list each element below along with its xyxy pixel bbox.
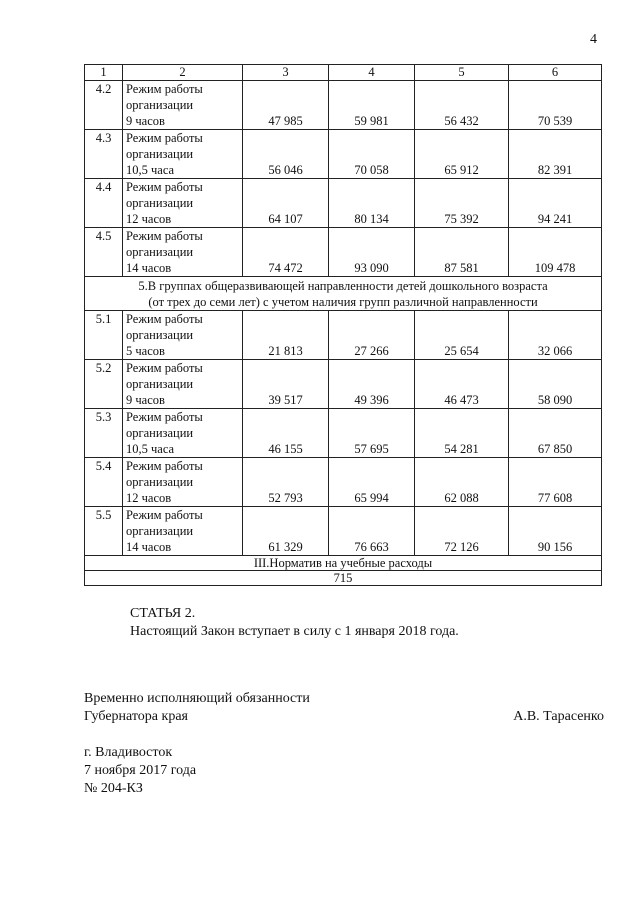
row-code: 4.2 <box>85 81 123 130</box>
row-value: 74 472 <box>243 228 329 277</box>
row-value: 49 396 <box>329 360 415 409</box>
row-value: 21 813 <box>243 311 329 360</box>
row-label-line: организации <box>126 377 194 391</box>
signer-name: А.В. Тарасенко <box>513 709 604 724</box>
row-code: 5.1 <box>85 311 123 360</box>
row-label <box>123 311 243 360</box>
table-row <box>85 179 602 228</box>
row-label <box>123 179 243 228</box>
section-5-heading-row <box>85 277 602 311</box>
row-value: 25 654 <box>415 311 509 360</box>
row-value: 70 539 <box>509 81 602 130</box>
normative-table <box>84 64 602 586</box>
row-label-line: Режим работы <box>126 410 203 424</box>
column-header: 2 <box>123 65 243 81</box>
row-value: 46 155 <box>243 409 329 458</box>
row-label <box>123 507 243 556</box>
row-value: 87 581 <box>415 228 509 277</box>
row-label-line: 14 часов <box>126 540 172 554</box>
column-header: 3 <box>243 65 329 81</box>
signer-position-line-1: Временно исполняющий обязанности <box>84 691 310 706</box>
row-label-line: 10,5 часа <box>126 442 175 456</box>
table-row <box>85 228 602 277</box>
column-header: 1 <box>85 65 123 81</box>
page-number: 4 <box>590 32 597 47</box>
row-label-line: организации <box>126 475 194 489</box>
law-number: № 204-КЗ <box>84 781 143 796</box>
row-label-line: Режим работы <box>126 361 203 375</box>
city: г. Владивосток <box>84 745 173 760</box>
article-text: Настоящий Закон вступает в силу с 1 января 2018 года. <box>130 624 459 639</box>
row-value: 109 478 <box>509 228 602 277</box>
row-label-line: Режим работы <box>126 229 203 243</box>
row-code: 4.3 <box>85 130 123 179</box>
row-label <box>123 458 243 507</box>
section-3-heading: III.Норматив на учебные расходы <box>85 556 602 571</box>
row-code: 5.3 <box>85 409 123 458</box>
row-label-line: Режим работы <box>126 180 203 194</box>
row-value: 72 126 <box>415 507 509 556</box>
row-label-line: 12 часов <box>126 212 172 226</box>
row-label <box>123 130 243 179</box>
section-3-heading-row <box>85 556 602 571</box>
row-value: 56 046 <box>243 130 329 179</box>
column-header: 5 <box>415 65 509 81</box>
row-label-line: 14 часов <box>126 261 172 275</box>
table-row <box>85 81 602 130</box>
signature-block <box>84 690 604 726</box>
row-value: 75 392 <box>415 179 509 228</box>
row-label-line: организации <box>126 147 194 161</box>
row-label-line: Режим работы <box>126 312 203 326</box>
row-value: 27 266 <box>329 311 415 360</box>
signer-position-line-2: Губернатора края <box>84 709 188 724</box>
row-label-line: организации <box>126 196 194 210</box>
row-value: 90 156 <box>509 507 602 556</box>
row-label-line: Режим работы <box>126 508 203 522</box>
row-code: 5.2 <box>85 360 123 409</box>
row-value: 32 066 <box>509 311 602 360</box>
section-5-heading <box>85 277 602 311</box>
table-row <box>85 409 602 458</box>
row-value: 80 134 <box>329 179 415 228</box>
row-label-line: Режим работы <box>126 459 203 473</box>
row-label-line: 5 часов <box>126 344 165 358</box>
row-label-line: 12 часов <box>126 491 172 505</box>
row-value: 52 793 <box>243 458 329 507</box>
row-value: 58 090 <box>509 360 602 409</box>
row-value: 82 391 <box>509 130 602 179</box>
row-value: 47 985 <box>243 81 329 130</box>
row-value: 59 981 <box>329 81 415 130</box>
row-label-line: 9 часов <box>126 393 165 407</box>
row-value: 94 241 <box>509 179 602 228</box>
row-value: 46 473 <box>415 360 509 409</box>
section-5-heading-line: (от трех до семи лет) с учетом наличия групп различной направленности <box>148 294 538 309</box>
row-value: 70 058 <box>329 130 415 179</box>
row-label-line: организации <box>126 426 194 440</box>
table-row <box>85 360 602 409</box>
row-code: 5.4 <box>85 458 123 507</box>
row-value: 77 608 <box>509 458 602 507</box>
row-label-line: организации <box>126 328 194 342</box>
row-label-line: Режим работы <box>126 131 203 145</box>
section-3-value: 715 <box>85 571 602 586</box>
section-5-heading-line: 5.В группах общеразвивающей направленности детей дошкольного возраста <box>138 278 548 293</box>
article-2 <box>130 605 459 641</box>
row-value: 62 088 <box>415 458 509 507</box>
row-label <box>123 409 243 458</box>
row-code: 4.4 <box>85 179 123 228</box>
row-code: 5.5 <box>85 507 123 556</box>
row-label <box>123 228 243 277</box>
row-value: 65 994 <box>329 458 415 507</box>
section-3-value-row <box>85 571 602 586</box>
table-row <box>85 458 602 507</box>
table-header-row <box>85 65 602 81</box>
article-title: СТАТЬЯ 2. <box>130 606 196 621</box>
row-label-line: организации <box>126 98 194 112</box>
place-date-block <box>84 744 196 798</box>
row-code: 4.5 <box>85 228 123 277</box>
row-value: 54 281 <box>415 409 509 458</box>
table-row <box>85 130 602 179</box>
row-value: 39 517 <box>243 360 329 409</box>
row-value: 64 107 <box>243 179 329 228</box>
date: 7 ноября 2017 года <box>84 763 197 778</box>
row-value: 61 329 <box>243 507 329 556</box>
row-value: 56 432 <box>415 81 509 130</box>
table-row <box>85 311 602 360</box>
row-value: 65 912 <box>415 130 509 179</box>
row-label <box>123 81 243 130</box>
row-label-line: Режим работы <box>126 82 203 96</box>
row-value: 57 695 <box>329 409 415 458</box>
row-label-line: 10,5 часа <box>126 163 175 177</box>
column-header: 4 <box>329 65 415 81</box>
row-label-line: 9 часов <box>126 114 165 128</box>
row-value: 93 090 <box>329 228 415 277</box>
row-label <box>123 360 243 409</box>
row-label-line: организации <box>126 524 194 538</box>
table-row <box>85 507 602 556</box>
row-value: 76 663 <box>329 507 415 556</box>
column-header: 6 <box>509 65 602 81</box>
row-value: 67 850 <box>509 409 602 458</box>
row-label-line: организации <box>126 245 194 259</box>
